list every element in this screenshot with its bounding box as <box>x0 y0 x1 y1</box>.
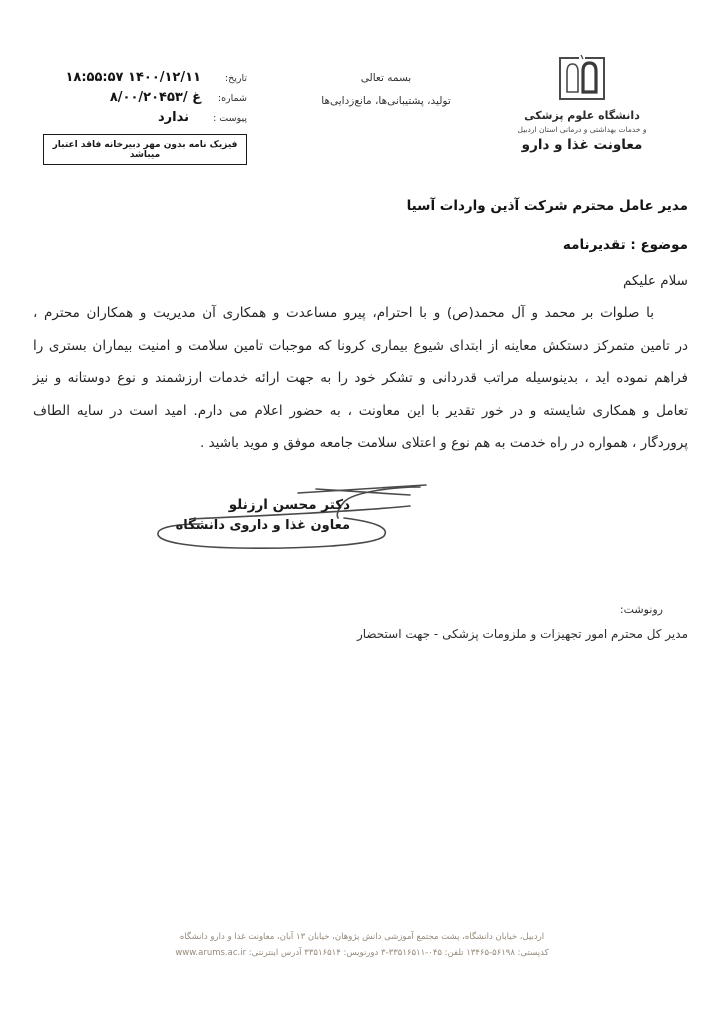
signer-title: معاون غذا و داروی دانشگاه <box>175 518 350 533</box>
letterhead-slogan <box>286 72 486 107</box>
meta-row-date <box>35 70 247 85</box>
signature-block <box>150 497 350 533</box>
number-value: غ /۸/۰۰/۲۰۴۵۳ <box>109 90 201 105</box>
signer-name: دکتر محسن ارزنلو <box>228 497 350 513</box>
subject-line: موضوع : تقدیرنامه <box>562 237 688 253</box>
letter-meta <box>35 70 247 165</box>
year-slogan-text: تولید، پشتیبانی‌ها، مانع‌زدایی‌ها <box>321 95 451 107</box>
date-value: ۱۴۰۰/۱۲/۱۱ ۱۸:۵۵:۵۷ <box>65 70 201 85</box>
number-label: شماره: <box>217 93 247 104</box>
validity-stamp-box: فیزیک نامه بدون مهر دبیرخانه فاقد اعتبار میباشد <box>43 134 247 165</box>
body-line: با صلوات بر محمد و آل محمد(ص) و با احترام، پیرو مساعدت و همکاری آن مدیریت و همکاران محترم ، <box>33 305 654 321</box>
greeting-line: سلام علیکم <box>622 273 688 289</box>
recipient-line: مدیر عامل محترم شرکت آذین واردات آسیا <box>406 198 688 214</box>
body-line: فراهم نموده اید ، بدینوسیله مراتب قدردانی و تشکر خود را به جهت ارائه خدمات ارزشمند و نوع دوستانه و نیز <box>33 370 688 386</box>
bismillah-text: بسمه تعالی <box>360 72 412 84</box>
body-line: پروردگار ، همواره در راه خدمت به هم نوع و اعتلای سلامت جامعه موفق و موید باشید . <box>200 435 688 451</box>
body-line: در تامین متمرکز دستکش معاینه از ابتدای شیوع بیماری کرونا که موجبات تامین سلامت و امنیت بیماران بستری را <box>33 337 688 354</box>
letterhead-footer <box>0 930 724 961</box>
attachment-label: پیوست : <box>213 113 247 124</box>
open-book-logo-icon <box>557 54 607 106</box>
body-line: تعامل و همکاری شایسته و در خور تقدیر با این معاونت ، به حضور اعلام می دارم. امید است در سایه الطاف <box>33 402 688 419</box>
department-name: معاونت غذا و دارو <box>521 137 643 153</box>
date-label: تاریخ: <box>224 73 247 84</box>
footer-address: اردبیل، خیابان دانشگاه، پشت مجتمع آموزشی دانش پژوهان، خیابان ۱۳ آبان، معاونت غذا و دارو دانشگاه <box>179 932 545 942</box>
cc-label: رونوشت: <box>619 603 663 616</box>
university-name: دانشگاه علوم پزشکی <box>524 109 640 122</box>
footer-contact: کدپستی: ۵۶۱۹۸-۱۳۴۶۵ تلفن: ۰۴۵-۳۳۵۱۶۵۱۱-۳ دورنویس: ۳۳۵۱۶۵۱۴ آدرس اینترنتی: www.arums.ac.ir <box>175 947 549 958</box>
meta-row-attachment <box>35 110 247 125</box>
university-subtitle: و خدمات بهداشتی و درمانی استان اردبیل <box>517 125 647 134</box>
letter-body <box>33 297 688 460</box>
meta-row-number <box>35 90 247 105</box>
cc-recipient: مدیر کل محترم امور تجهیزات و ملزومات پزشکی - جهت استحضار <box>356 627 688 641</box>
attachment-value: ندارد <box>157 110 189 125</box>
letterhead-brand <box>498 54 666 153</box>
